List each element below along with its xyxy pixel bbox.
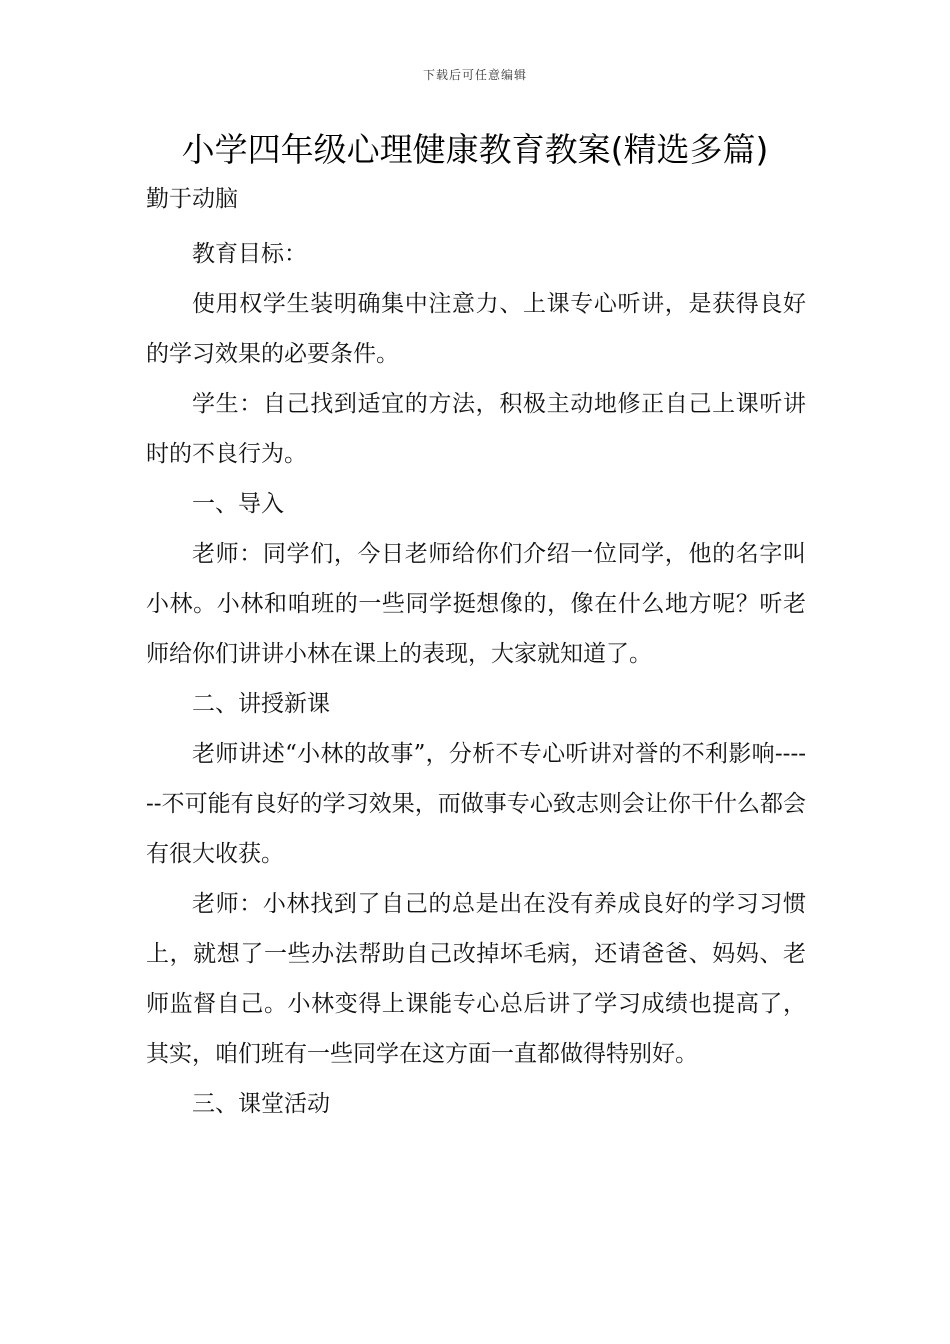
header-note: 下载后可任意编辑 [422, 68, 527, 82]
paragraph-story: 老师讲述“小林的故事”，分析不专心听讲对誉的不利影响------不可能有良好的学习效果，而做事专心致志则会让你干什么都会有很大收获。 [146, 741, 806, 867]
document-body [146, 229, 806, 1129]
paragraph-objective-heading: 教育目标： [192, 241, 307, 267]
paragraph-objective-text: 使用权学生装明确集中注意力、上课专心听讲，是获得良好的学习效果的必要条件。 [146, 291, 806, 367]
paragraph-teacher-summary: 老师：小林找到了自己的总是出在没有养成良好的学习习惯上，就想了一些办法帮助自己改掉坏毛病，还请爸爸、妈妈、老师监督自己。小林变得上课能专心总后讲了学习成绩也提高了，其实，咱们班有一些同学在这方面一直都做得特别好。 [146, 891, 806, 1067]
section-heading-intro: 一、导入 [192, 491, 284, 517]
paragraph-teacher-intro: 老师：同学们，今日老师给你们介绍一位同学，他的名字叫小林。小林和咱班的一些同学挺想像的，像在什么地方呢？听老师给你们讲讲小林在课上的表现，大家就知道了。 [146, 541, 806, 667]
lesson-subject: 勤于动脑 [146, 186, 238, 212]
section-heading-activity: 三、课堂活动 [192, 1091, 330, 1117]
document-title: 小学四年级心理健康教育教案(精选多篇) [181, 130, 769, 169]
section-heading-new-lesson: 二、讲授新课 [192, 691, 330, 717]
paragraph-student-goal: 学生：自己找到适宜的方法，积极主动地修正自己上课听讲时的不良行为。 [146, 391, 806, 467]
